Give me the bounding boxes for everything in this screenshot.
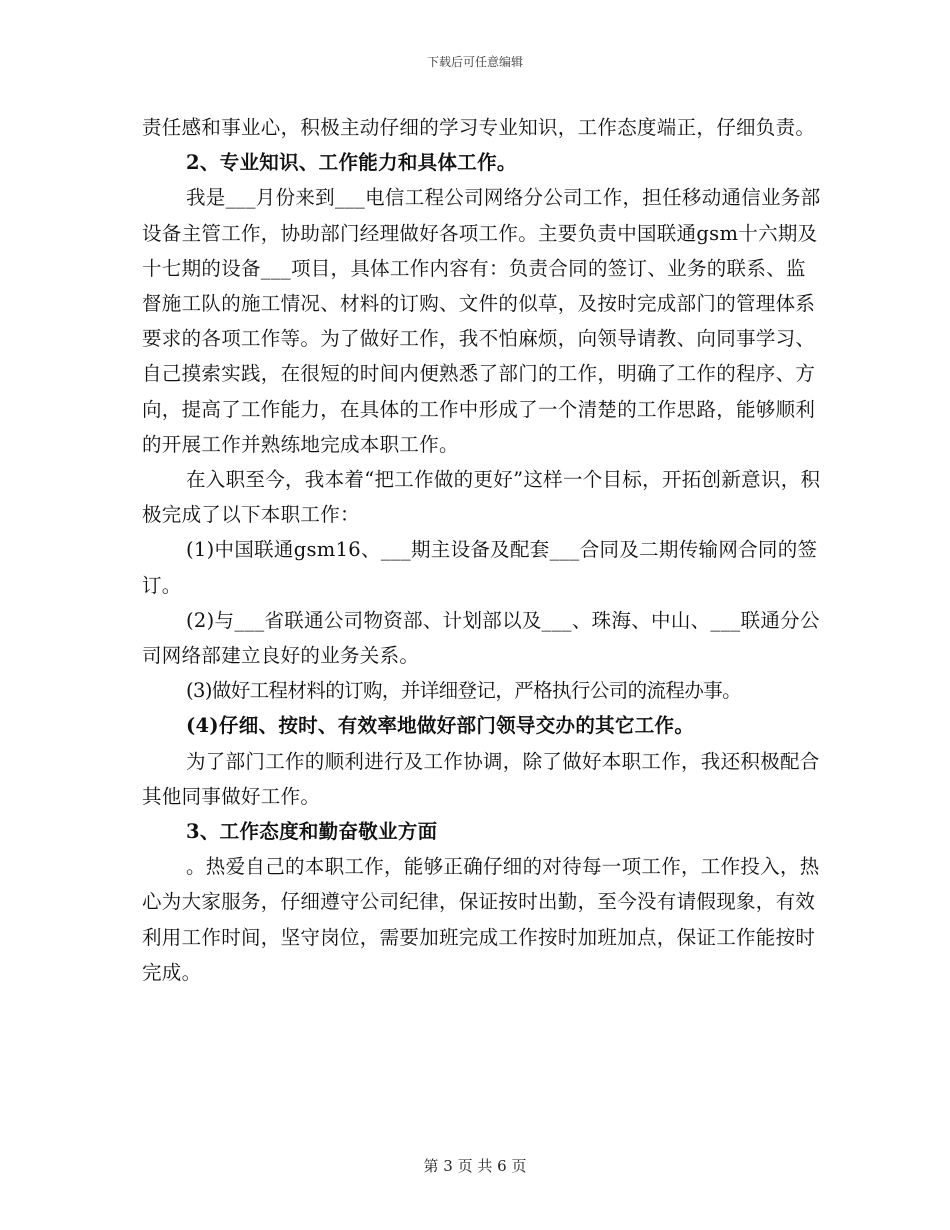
paragraph-work-description: 我是___月份来到___电信工程公司网络分公司工作，担任移动通信业务部设备主管工作，协助部门经理做好各项工作。主要负责中国联通gsm十六期及十七期的设备___项目，具体工作内容有：负责合同的签订、业务的联系、监督施工队的施工情况、材料的订购、文件的似草，及按时完成部门的管理体系要求的各项工作等。为了做好工作，我不怕麻烦，向领导请教、向同事学习、自己摸索实践，在很短的时间内便熟悉了部门的工作，明确了工作的程序、方向，提高了工作能力，在具体的工作中形成了一个清楚的工作思路，能够顺利的开展工作并熟练地完成本职工作。 [142,186,821,456]
section-heading-3: 3、工作态度和勤奋敬业方面 [186,820,438,844]
paragraph-cooperation: 为了部门工作的顺利进行及工作协调，除了做好本职工作，我还积极配合其他同事做好工作。 [142,749,820,808]
paragraph-goal: 在入职至今，我本着“把工作做的更好”这样一个目标，开拓创新意识，积极完成了以下本职工作： [142,468,821,527]
list-item-4: (4)仔细、按时、有效率地做好部门领导交办的其它工作。 [186,714,695,738]
paragraph-attitude: 。热爱自己的本职工作，能够正确仔细的对待每一项工作，工作投入，热心为大家服务，仔细遵守公司纪律，保证按时出勤，至今没有请假现象，有效利用工作时间，坚守岗位，需要加班完成工作按时加班加点，保证工作能按时完成。 [142,855,820,984]
list-item-1: (1)中国联通gsm16、___期主设备及配套___合同及二期传输网合同的签订。 [142,538,818,597]
document-body [142,110,822,990]
page-header: 下载后可任意编辑 [426,55,523,69]
paragraph-continuation: 责任感和事业心，积极主动仔细的学习专业知识，工作态度端正，仔细负责。 [142,116,816,139]
page-footer: 第 3 页 共 6 页 [423,1157,527,1175]
list-item-2: (2)与___省联通公司物资部、计划部以及___、珠海、中山、___联通分公司网络部建立良好的业务关系。 [142,608,820,668]
section-heading-2: 2、专业知识、工作能力和具体工作。 [186,151,517,175]
list-item-3: (3)做好工程材料的订购，并详细登记，严格执行公司的流程办事。 [186,679,742,703]
